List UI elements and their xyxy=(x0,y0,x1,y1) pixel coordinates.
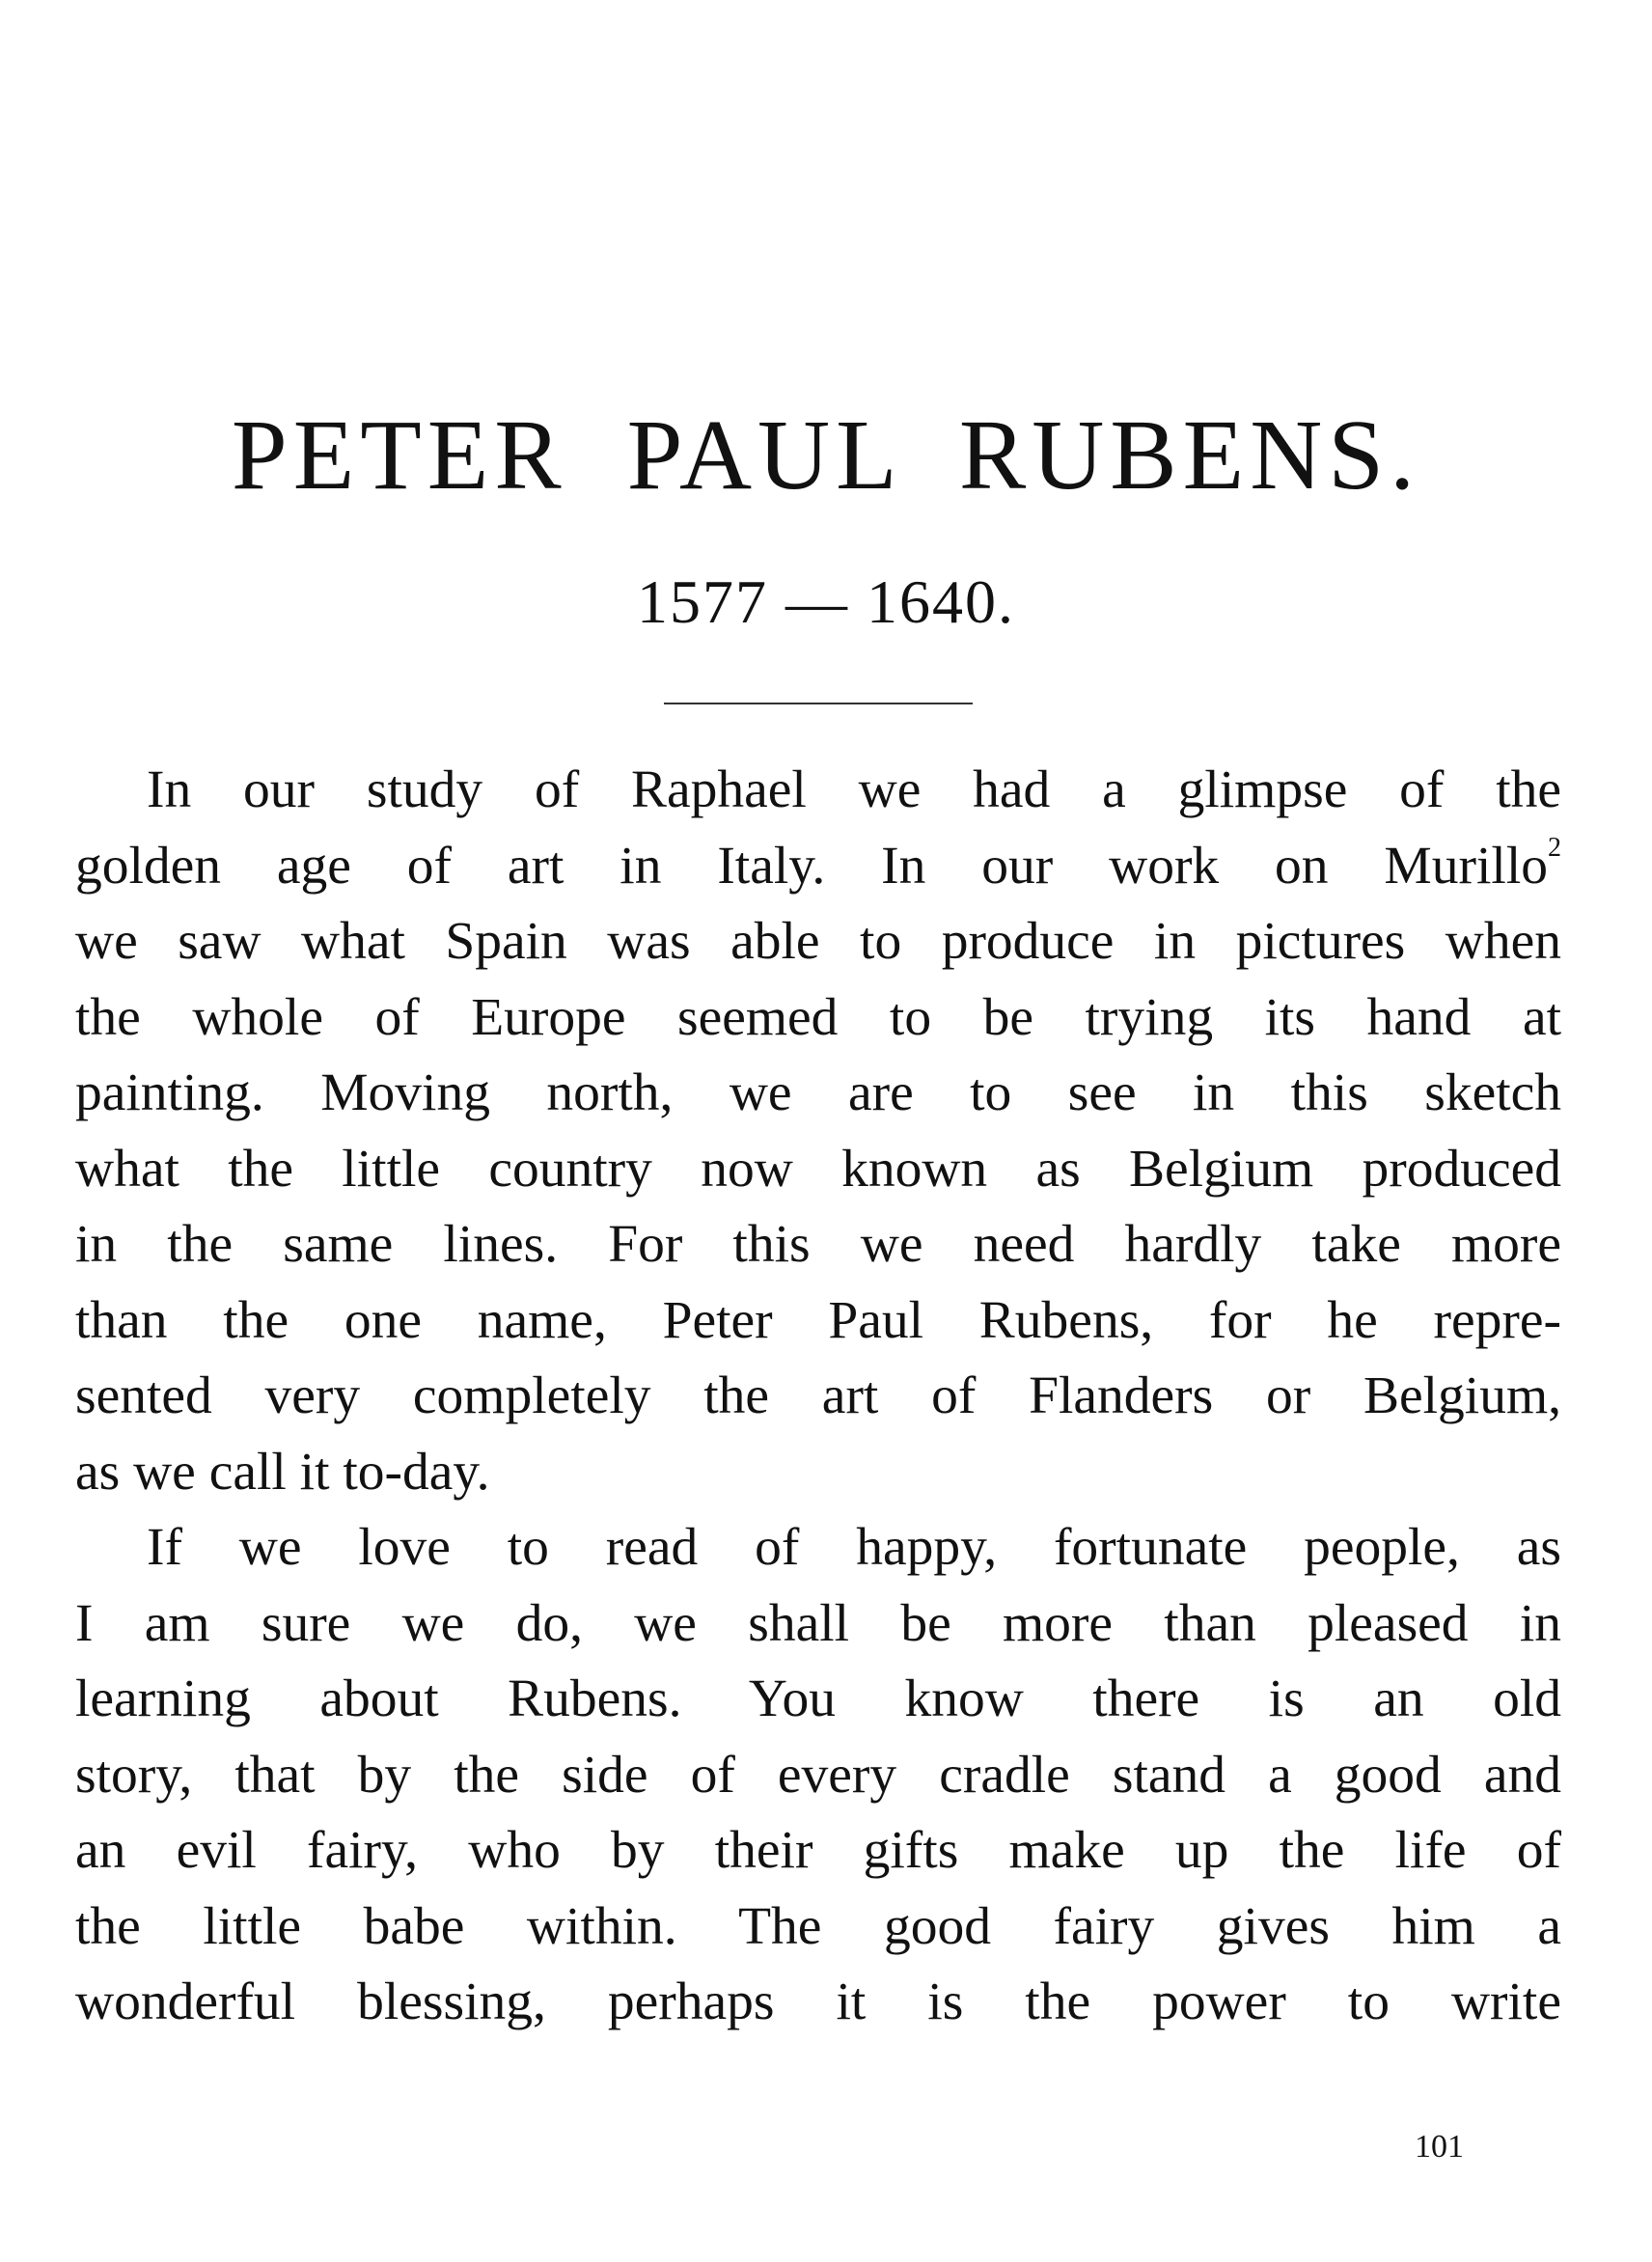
text-line: we saw what Spain was able to produce in pictures when xyxy=(75,912,1561,971)
text-line: what the little country now known as Belgium produced xyxy=(75,1139,1561,1199)
text-line: If we love to read of happy, fortunate people, as xyxy=(147,1518,1561,1577)
text-line: In our study of Raphael we had a glimpse of the xyxy=(147,760,1561,819)
footnote-marker: 2 xyxy=(1548,832,1561,863)
text-line xyxy=(75,829,1561,905)
chapter-title: PETER PAUL RUBENS. xyxy=(231,400,1421,510)
text-line-part: golden age of art in Italy. In our work on Murillo xyxy=(75,836,1548,896)
text-line: than the one name, Peter Paul Rubens, for he repre- xyxy=(75,1290,1561,1350)
text-line: an evil fairy, who by their gifts make up the life of xyxy=(75,1821,1561,1880)
text-line: sented very completely the art of Flanders or Belgium, xyxy=(75,1366,1561,1425)
text-line: wonderful blessing, perhaps it is the power to write xyxy=(75,1972,1561,2031)
text-line: learning about Rubens. You know there is an old xyxy=(75,1669,1561,1728)
text-line: as we call it to-day. xyxy=(75,1442,490,1502)
page-number: 101 xyxy=(1415,2129,1464,2165)
text-line: story, that by the side of every cradle stand a good and xyxy=(75,1745,1561,1805)
text-line: I am sure we do, we shall be more than pleased in xyxy=(75,1593,1561,1653)
text-line: the whole of Europe seemed to be trying its hand at xyxy=(75,987,1561,1047)
title-divider xyxy=(664,703,973,704)
chapter-dates: 1577 — 1640. xyxy=(637,567,1015,636)
body-text xyxy=(75,753,1561,2041)
text-line: the little babe within. The good fairy gives him a xyxy=(75,1896,1561,1956)
text-line: in the same lines. For this we need hardly take more xyxy=(75,1215,1561,1274)
text-line: painting. Moving north, we are to see in this sketch xyxy=(75,1063,1561,1122)
